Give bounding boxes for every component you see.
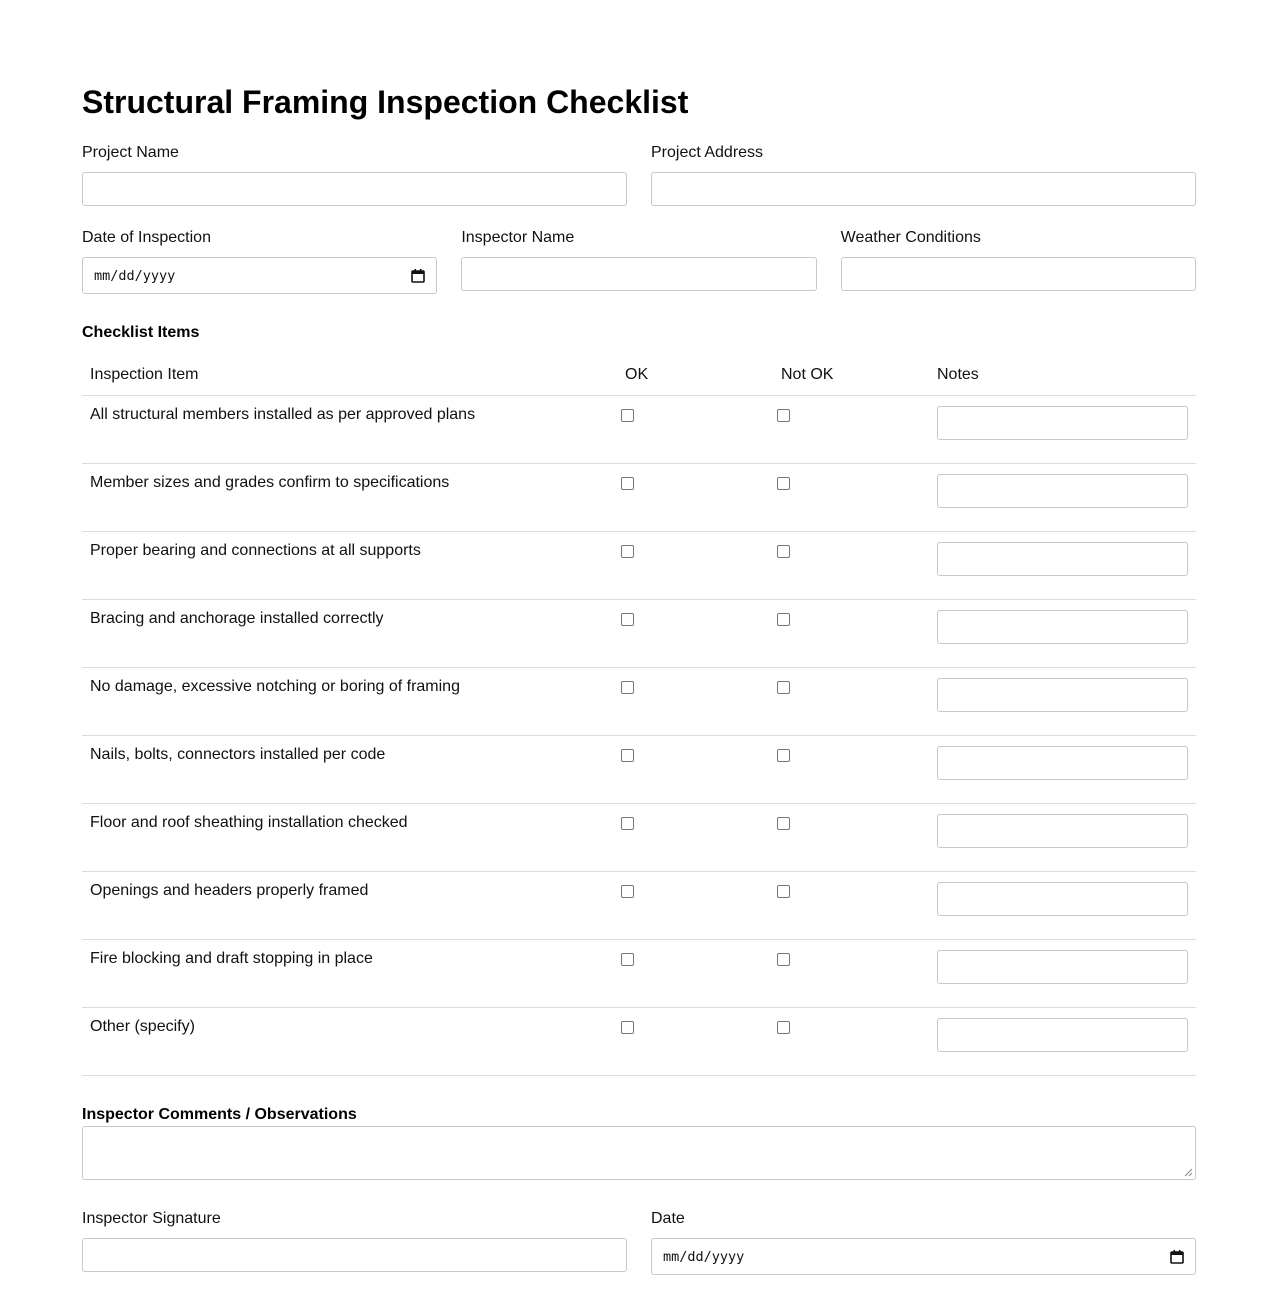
ok-cell bbox=[617, 736, 773, 804]
notes-input[interactable] bbox=[937, 746, 1188, 780]
column-header-notes: Notes bbox=[929, 355, 1196, 396]
project-name-input[interactable] bbox=[82, 172, 627, 206]
signoff-date-label: Date bbox=[651, 1210, 685, 1227]
not-ok-checkbox[interactable] bbox=[777, 545, 790, 558]
notes-cell bbox=[929, 804, 1196, 872]
inspection-item-label: Other (specify) bbox=[82, 1008, 617, 1076]
notes-cell bbox=[929, 532, 1196, 600]
notes-input[interactable] bbox=[937, 678, 1188, 712]
notes-cell bbox=[929, 872, 1196, 940]
checklist-row bbox=[82, 464, 1196, 532]
notes-input[interactable] bbox=[937, 950, 1188, 984]
ok-checkbox[interactable] bbox=[621, 749, 634, 762]
checklist-row bbox=[82, 804, 1196, 872]
weather-conditions-field bbox=[841, 229, 1196, 294]
date-of-inspection-label: Date of Inspection bbox=[82, 229, 211, 246]
inspection-item-label: Fire blocking and draft stopping in place bbox=[82, 940, 617, 1008]
ok-cell bbox=[617, 600, 773, 668]
ok-cell bbox=[617, 1008, 773, 1076]
ok-cell bbox=[617, 532, 773, 600]
signoff-date-placeholder: mm/dd/yyyy bbox=[663, 1248, 745, 1265]
ok-checkbox[interactable] bbox=[621, 817, 634, 830]
notes-input[interactable] bbox=[937, 1018, 1188, 1052]
notes-cell bbox=[929, 668, 1196, 736]
inspection-details-row bbox=[82, 229, 1196, 294]
signoff-row bbox=[82, 1210, 1196, 1275]
notes-input[interactable] bbox=[937, 814, 1188, 848]
not-ok-cell bbox=[773, 464, 929, 532]
notes-cell bbox=[929, 736, 1196, 804]
ok-cell bbox=[617, 464, 773, 532]
project-address-field bbox=[651, 144, 1196, 206]
calendar-icon[interactable] bbox=[1169, 1249, 1185, 1265]
inspection-item-label: Openings and headers properly framed bbox=[82, 872, 617, 940]
inspector-name-input[interactable] bbox=[461, 257, 816, 291]
inspection-item-label: Member sizes and grades confirm to specifications bbox=[82, 464, 617, 532]
inspector-name-label: Inspector Name bbox=[461, 229, 575, 246]
notes-cell bbox=[929, 600, 1196, 668]
not-ok-checkbox[interactable] bbox=[777, 409, 790, 422]
ok-checkbox[interactable] bbox=[621, 477, 634, 490]
weather-conditions-label: Weather Conditions bbox=[840, 229, 981, 246]
not-ok-cell bbox=[773, 532, 929, 600]
checklist-row bbox=[82, 600, 1196, 668]
ok-checkbox[interactable] bbox=[621, 545, 634, 558]
notes-cell bbox=[929, 464, 1196, 532]
project-address-input[interactable] bbox=[651, 172, 1196, 206]
not-ok-checkbox[interactable] bbox=[777, 749, 790, 762]
calendar-icon[interactable] bbox=[410, 268, 426, 284]
not-ok-checkbox[interactable] bbox=[777, 1021, 790, 1034]
weather-conditions-input[interactable] bbox=[841, 257, 1196, 291]
signoff-date-input[interactable] bbox=[651, 1238, 1196, 1275]
checklist-header-row bbox=[82, 355, 1196, 396]
notes-input[interactable] bbox=[937, 474, 1188, 508]
notes-input[interactable] bbox=[937, 542, 1188, 576]
not-ok-checkbox[interactable] bbox=[777, 885, 790, 898]
notes-cell bbox=[929, 396, 1196, 464]
inspection-item-label: Proper bearing and connections at all supports bbox=[82, 532, 617, 600]
ok-checkbox[interactable] bbox=[621, 613, 634, 626]
date-of-inspection-input[interactable] bbox=[82, 257, 437, 294]
not-ok-checkbox[interactable] bbox=[777, 477, 790, 490]
ok-checkbox[interactable] bbox=[621, 885, 634, 898]
inspection-item-label: All structural members installed as per approved plans bbox=[82, 396, 617, 464]
comments-textarea[interactable] bbox=[82, 1126, 1196, 1180]
not-ok-cell bbox=[773, 736, 929, 804]
comments-label: Inspector Comments / Observations bbox=[82, 1106, 357, 1123]
not-ok-cell bbox=[773, 1008, 929, 1076]
date-of-inspection-placeholder: mm/dd/yyyy bbox=[94, 267, 176, 284]
ok-checkbox[interactable] bbox=[621, 681, 634, 694]
checklist-body bbox=[82, 396, 1196, 1076]
not-ok-checkbox[interactable] bbox=[777, 953, 790, 966]
checklist-row bbox=[82, 668, 1196, 736]
date-of-inspection-field bbox=[82, 229, 437, 294]
inspection-item-label: No damage, excessive notching or boring of framing bbox=[82, 668, 617, 736]
not-ok-cell bbox=[773, 940, 929, 1008]
project-name-field bbox=[82, 144, 627, 206]
checklist-row bbox=[82, 736, 1196, 804]
column-header-not-ok: Not OK bbox=[773, 355, 929, 396]
notes-cell bbox=[929, 940, 1196, 1008]
checklist-table bbox=[82, 355, 1196, 1076]
project-address-label: Project Address bbox=[651, 144, 764, 161]
ok-cell bbox=[617, 940, 773, 1008]
notes-input[interactable] bbox=[937, 406, 1188, 440]
checklist-row bbox=[82, 1008, 1196, 1076]
notes-input[interactable] bbox=[937, 610, 1188, 644]
not-ok-cell bbox=[773, 396, 929, 464]
project-name-label: Project Name bbox=[82, 144, 179, 161]
ok-cell bbox=[617, 668, 773, 736]
signature-label: Inspector Signature bbox=[82, 1210, 221, 1227]
notes-input[interactable] bbox=[937, 882, 1188, 916]
checklist-row bbox=[82, 532, 1196, 600]
signoff-date-field bbox=[651, 1210, 1196, 1275]
not-ok-checkbox[interactable] bbox=[777, 613, 790, 626]
page-title: Structural Framing Inspection Checklist bbox=[82, 84, 689, 120]
ok-cell bbox=[617, 804, 773, 872]
not-ok-cell bbox=[773, 804, 929, 872]
notes-cell bbox=[929, 1008, 1196, 1076]
resize-grip-icon[interactable] bbox=[1184, 1168, 1193, 1177]
ok-checkbox[interactable] bbox=[621, 953, 634, 966]
inspection-item-label: Floor and roof sheathing installation checked bbox=[82, 804, 617, 872]
signature-field bbox=[82, 1210, 627, 1275]
ok-checkbox[interactable] bbox=[621, 1021, 634, 1034]
not-ok-cell bbox=[773, 600, 929, 668]
inspector-name-field bbox=[461, 229, 816, 294]
checklist-row bbox=[82, 396, 1196, 464]
checklist-title: Checklist Items bbox=[82, 324, 200, 341]
column-header-item: Inspection Item bbox=[82, 355, 617, 396]
not-ok-checkbox[interactable] bbox=[777, 681, 790, 694]
ok-checkbox[interactable] bbox=[621, 409, 634, 422]
not-ok-checkbox[interactable] bbox=[777, 817, 790, 830]
checklist-row bbox=[82, 872, 1196, 940]
project-row bbox=[82, 144, 1196, 206]
not-ok-cell bbox=[773, 668, 929, 736]
inspection-form bbox=[82, 80, 1196, 1275]
signature-input[interactable] bbox=[82, 1238, 627, 1272]
inspection-item-label: Bracing and anchorage installed correctly bbox=[82, 600, 617, 668]
not-ok-cell bbox=[773, 872, 929, 940]
inspection-item-label: Nails, bolts, connectors installed per code bbox=[82, 736, 617, 804]
checklist-row bbox=[82, 940, 1196, 1008]
ok-cell bbox=[617, 872, 773, 940]
column-header-ok: OK bbox=[617, 355, 773, 396]
ok-cell bbox=[617, 396, 773, 464]
